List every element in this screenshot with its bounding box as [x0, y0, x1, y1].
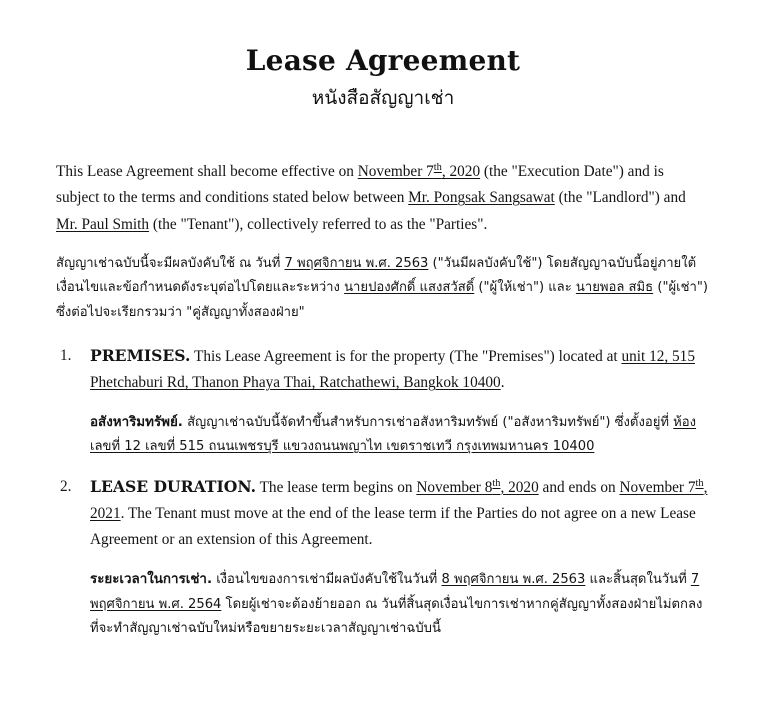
clause-2-heading-en: LEASE DURATION.: [90, 476, 257, 496]
lease-start-date-ordinal: th: [492, 477, 501, 489]
execution-date-th: 7 พฤศจิกายน พ.ศ. 2563: [284, 255, 429, 271]
lease-start-date-year: , 2020: [500, 478, 539, 496]
clause-2-heading-th: ระยะเวลาในการเช่า.: [90, 571, 213, 587]
landlord-name-th: นายปองศักดิ์ แสงสวัสดิ์: [344, 280, 475, 296]
clause-2-text-en-1: The lease term begins on: [256, 478, 417, 496]
lease-end-date-text: November 7: [619, 478, 696, 496]
clause-list: [56, 343, 710, 641]
page-title: Lease Agreement: [245, 44, 521, 77]
lease-end-date-year: , 2021: [90, 478, 708, 523]
intro-text-2: (the "Execution Date") and is subject to the terms and conditions stated below between: [56, 163, 664, 207]
tenant-name-th: นายพอล สมิธ: [575, 280, 654, 296]
clause-2-text-th-3: โดยผู้เช่าจะต้องย้ายออก ณ วันที่สิ้นสุดเงื่อนไขการเช่าหากคู่สัญญาทั้งสองฝ่ายไม่ตกลงที่จะทำสัญญาเช่าฉบับใหม่หรือขยายระยะเวลาสัญญาเช่าฉบับนี้: [90, 596, 703, 636]
intro-paragraph-en: [56, 159, 710, 238]
clause-1-text-en-2: .: [500, 374, 505, 392]
clause-lease-duration: [56, 474, 710, 642]
clause-number-1: 1.: [60, 346, 72, 364]
clause-2-text-th-1: เงื่อนไขของการเช่ามีผลบังคับใช้ในวันที่: [212, 571, 442, 587]
clause-2-text-en-3: . The Tenant must move at the end of the lease term if the Parties do not agree on a new Lease Agreement or an extension of this Agreement.: [90, 505, 696, 549]
intro-th-text-3: ("ผู้ให้เช่า") และ: [474, 280, 576, 296]
intro-th-text-4: ("ผู้เช่า") ซึ่งต่อไปจะเรียกรวมว่า "คู่สัญญาทั้งสองฝ่าย": [56, 280, 708, 320]
lease-start-date-th: 8 พฤศจิกายน พ.ศ. 2563: [441, 571, 586, 587]
clause-1-heading-th: อสังหาริมทรัพย์.: [90, 414, 183, 430]
intro-th-text-1: สัญญาเช่าฉบับนี้จะมีผลบังคับใช้ ณ วันที่: [56, 255, 285, 271]
execution-date: [358, 163, 480, 180]
execution-date-text: November 7: [357, 163, 434, 180]
clause-1-body-en: [90, 343, 710, 397]
page-subtitle: หนังสือสัญญาเช่า: [311, 87, 455, 109]
execution-date-year: , 2020: [441, 163, 481, 180]
lease-end-date-ordinal: th: [695, 477, 704, 489]
intro-text-4: (the "Tenant"), collectively referred to as the "Parties".: [149, 215, 488, 233]
clause-1-text-en-1: This Lease Agreement is for the property (The "Premises") located at: [190, 347, 622, 365]
clause-1-heading-en: PREMISES.: [90, 345, 191, 365]
lease-start-date-text: November 8: [416, 478, 493, 496]
clause-2-body-en: [90, 474, 710, 554]
lease-start-date-en: [416, 479, 538, 496]
clause-1-body-th: [90, 411, 710, 460]
landlord-name-en: Mr. Pongsak Sangsawat: [408, 189, 555, 207]
execution-date-ordinal: th: [433, 161, 442, 173]
intro-th-text-2: ("วันมีผลบังคับใช้") โดยสัญญาฉบับนี้อยู่ภายใต้เงื่อนไขและข้อกำหนดดังระบุต่อไปโดยและระหว่าง: [56, 255, 697, 296]
clause-number-2: 2.: [60, 477, 72, 495]
clause-premises: [56, 343, 710, 460]
clause-2-text-en-2: and ends on: [538, 478, 620, 496]
premises-address-th: ห้องเลขที่ 12 เลขที่ 515 ถนนเพชรบุรี แขวงถนนพญาไท เขตราชเทวี กรุงเทพมหานคร 10400: [90, 414, 697, 455]
lease-end-date-th: 7 พฤศจิกายน พ.ศ. 2564: [90, 571, 700, 612]
clause-1-text-th-1: สัญญาเช่าฉบับนี้จัดทำขึ้นสำหรับการเช่าอสังหาริมทรัพย์ ("อสังหาริมทรัพย์") ซึ่งตั้งอยู่ที่: [182, 414, 674, 430]
intro-text-1: This Lease Agreement shall become effective on: [56, 163, 358, 180]
tenant-name-en: Mr. Paul Smith: [56, 215, 150, 233]
document-header: [56, 44, 710, 113]
clause-2-text-th-2: และสิ้นสุดในวันที่: [585, 571, 691, 587]
premises-address-en: unit 12, 515 Phetchaburi Rd, Thanon Phaya Thai, Ratchathewi, Bangkok 10400: [90, 347, 695, 392]
intro-paragraph-th: [56, 252, 710, 325]
intro-text-3: (the "Landlord") and: [554, 189, 686, 207]
clause-2-body-th: [90, 568, 710, 642]
